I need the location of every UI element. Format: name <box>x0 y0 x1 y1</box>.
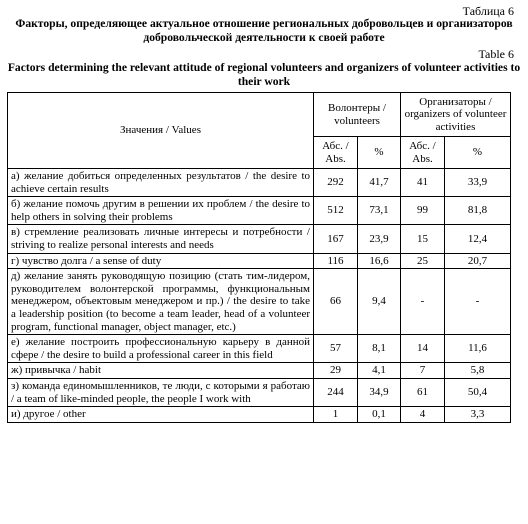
row-organizers-pct: 20,7 <box>445 253 511 269</box>
row-volunteers-pct: 41,7 <box>358 169 401 197</box>
row-volunteers-abs: 66 <box>314 269 358 335</box>
row-volunteers-pct: 0,1 <box>358 407 401 423</box>
table-row <box>8 407 511 423</box>
row-description: б) желание помочь другим в решении их проблем / the desire to help others in solving their problems <box>8 197 314 225</box>
row-description: в) стремление реализовать личные интересы и потребности / striving to realize personal interests and needs <box>8 225 314 253</box>
table-row <box>8 269 511 335</box>
row-organizers-abs: 15 <box>401 225 445 253</box>
row-organizers-abs: 25 <box>401 253 445 269</box>
row-description: ж) привычка / habit <box>8 363 314 379</box>
row-organizers-abs: - <box>401 269 445 335</box>
row-organizers-pct: 33,9 <box>445 169 511 197</box>
header-values: Значения / Values <box>8 93 314 169</box>
row-description: е) желание построить профессиональную карьеру в данной сфере / the desire to build a professional career in this field <box>8 335 314 363</box>
table-row <box>8 253 511 269</box>
table-row <box>8 363 511 379</box>
row-volunteers-abs: 116 <box>314 253 358 269</box>
row-organizers-abs: 14 <box>401 335 445 363</box>
row-description: д) желание занять руководящую позицию (стать тим-лидером, руководителем волонтерской программы, функциональным менеджером, объектовым менеджером и пр.) / the desire to take a leadership position (to become a team leader, head of a volunteer program, functional manager, object manager, etc.) <box>8 269 314 335</box>
header-organizers: Организаторы / organizers of volunteer activities <box>401 93 511 137</box>
row-volunteers-pct: 73,1 <box>358 197 401 225</box>
row-description: и) другое / other <box>8 407 314 423</box>
row-volunteers-pct: 34,9 <box>358 378 401 406</box>
table-row <box>8 225 511 253</box>
row-organizers-abs: 41 <box>401 169 445 197</box>
row-volunteers-pct: 9,4 <box>358 269 401 335</box>
table-title-ru: Факторы, определяющее актуальное отношение региональных добровольцев и организаторов добровольческой деятельности к своей работе <box>15 17 513 44</box>
row-volunteers-pct: 16,6 <box>358 253 401 269</box>
table-title-en: Factors determining the relevant attitude of regional volunteers and organizers of volunteer activities to their work <box>7 61 521 88</box>
table-label-ru: Таблица 6 <box>462 4 514 18</box>
row-organizers-pct: 3,3 <box>445 407 511 423</box>
header-volunteers: Волонтеры / volunteers <box>314 93 401 137</box>
row-organizers-pct: 11,6 <box>445 335 511 363</box>
row-volunteers-pct: 23,9 <box>358 225 401 253</box>
table-row <box>8 197 511 225</box>
row-organizers-pct: 50,4 <box>445 378 511 406</box>
header-organizers-abs: Абс. / Abs. <box>401 137 445 169</box>
row-volunteers-abs: 1 <box>314 407 358 423</box>
row-description: а) желание добиться определенных результатов / the desire to achieve certain results <box>8 169 314 197</box>
header-volunteers-pct: % <box>358 137 401 169</box>
row-organizers-abs: 61 <box>401 378 445 406</box>
row-description: г) чувство долга / a sense of duty <box>8 253 314 269</box>
row-volunteers-pct: 8,1 <box>358 335 401 363</box>
table-row <box>8 169 511 197</box>
row-volunteers-pct: 4,1 <box>358 363 401 379</box>
row-organizers-abs: 7 <box>401 363 445 379</box>
row-organizers-abs: 99 <box>401 197 445 225</box>
factors-table <box>7 92 511 423</box>
row-organizers-pct: 5,8 <box>445 363 511 379</box>
row-organizers-abs: 4 <box>401 407 445 423</box>
table-label-en: Table 6 <box>478 47 514 61</box>
header-organizers-pct: % <box>445 137 511 169</box>
row-volunteers-abs: 167 <box>314 225 358 253</box>
row-organizers-pct: 12,4 <box>445 225 511 253</box>
row-volunteers-abs: 57 <box>314 335 358 363</box>
row-organizers-pct: 81,8 <box>445 197 511 225</box>
row-volunteers-abs: 512 <box>314 197 358 225</box>
row-organizers-pct: - <box>445 269 511 335</box>
header-volunteers-abs: Абс. / Abs. <box>314 137 358 169</box>
row-description: з) команда единомышленников, те люди, с которыми я работаю / a team of like-minded people, the people I work with <box>8 378 314 406</box>
row-volunteers-abs: 244 <box>314 378 358 406</box>
row-volunteers-abs: 29 <box>314 363 358 379</box>
table-row <box>8 378 511 406</box>
row-volunteers-abs: 292 <box>314 169 358 197</box>
table-row <box>8 335 511 363</box>
